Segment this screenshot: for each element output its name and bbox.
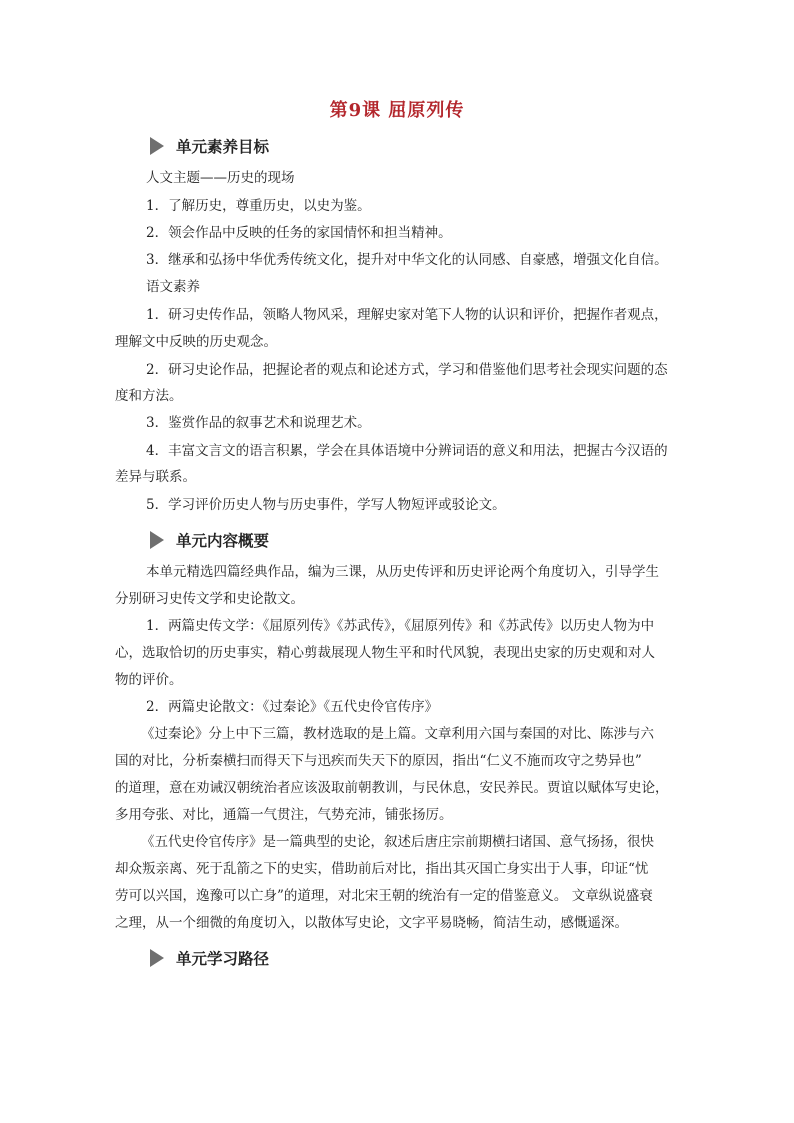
wudaishi-paragraph: 《五代史伶官传序》是一篇典型的史论，叙述后唐庄宗前期横扫诸国、意气扬扬，很快 bbox=[141, 834, 654, 850]
wudaishi-paragraph-cont: 却众叛亲离、死于乱箭之下的史实，借助前后对比，指出其灭国亡身实出于人事，印证“忧 bbox=[115, 861, 649, 877]
section-heading-overview-label: 单元内容概要 bbox=[176, 532, 270, 550]
wudaishi-paragraph-cont: 之理，从一个细微的角度切入，以散体写史论，文字平易晓畅，简洁生动，感慨遥深。 bbox=[115, 915, 628, 931]
triangle-right-icon bbox=[150, 137, 164, 155]
goal-item: 1．了解历史，尊重历史，以史为鉴。 bbox=[146, 198, 371, 214]
goal-item: 3．鉴赏作品的叙事艺术和说理艺术。 bbox=[146, 415, 371, 431]
overview-item: 1．两篇史传文学：《屈原列传》《苏武传》，《屈原列传》和《苏武传》以历史人物为中 bbox=[146, 618, 655, 634]
language-subheading: 语文素养 bbox=[146, 279, 200, 295]
overview-item-cont: 物的评价。 bbox=[115, 672, 183, 688]
overview-paragraph: 本单元精选四篇经典作品，编为三课，从历史传评和历史评论两个角度切入，引导学生 bbox=[146, 564, 659, 580]
guoqinlun-paragraph-cont: 国的对比，分析秦横扫而得天下与迅疾而失天下的原因，指出“仁义不施而攻守之势异也” bbox=[115, 753, 642, 769]
overview-paragraph-cont: 分别研习史传文学和史论散文。 bbox=[115, 591, 304, 607]
goal-item-cont: 理解文中反映的历史观念。 bbox=[115, 334, 277, 350]
triangle-right-icon bbox=[150, 949, 164, 967]
lesson-title: 第9课 屈原列传 bbox=[329, 100, 465, 121]
guoqinlun-paragraph-cont: 多用夸张、对比，通篇一气贯注，气势充沛，铺张扬厉。 bbox=[115, 807, 453, 823]
section-heading-path bbox=[150, 946, 269, 970]
goal-item: 2．研习史论作品，把握论者的观点和论述方式，学习和借鉴他们思考社会现实问题的态 bbox=[146, 362, 668, 378]
overview-item-cont: 心，选取恰切的历史事实，精心剪裁展现人物生平和时代风貌，表现出史家的历史观和对人 bbox=[115, 645, 655, 661]
guoqinlun-paragraph: 《过秦论》分上中下三篇，教材选取的是上篇。文章利用六国与秦国的对比、陈涉与六 bbox=[141, 726, 654, 742]
section-heading-overview bbox=[150, 528, 269, 552]
wudaishi-paragraph-cont: 劳可以兴国，逸豫可以亡身”的道理，对北宋王朝的统治有一定的借鉴意义。 文章纵说盛衰 bbox=[115, 888, 653, 904]
goal-item: 2．领会作品中反映的任务的家国情怀和担当精神。 bbox=[146, 225, 452, 241]
guoqinlun-paragraph-cont: 的道理，意在劝诫汉朝统治者应该汲取前朝教训，与民休息，安民养民。贾谊以赋体写史论， bbox=[115, 780, 669, 796]
goal-item-cont: 度和方法。 bbox=[115, 388, 183, 404]
triangle-right-icon bbox=[150, 531, 164, 549]
goal-item: 4．丰富文言文的语言积累，学会在具体语境中分辨词语的意义和用法，把握古今汉语的 bbox=[146, 443, 668, 459]
overview-item: 2．两篇史论散文：《过秦论》《五代史伶官传序》 bbox=[146, 699, 439, 715]
section-heading-path-label: 单元学习路径 bbox=[176, 950, 270, 968]
goal-item: 3．继承和弘扬中华优秀传统文化，提升对中华文化的认同感、自豪感，增强文化自信。 bbox=[146, 252, 668, 268]
humanities-subheading: 人文主题——历史的现场 bbox=[146, 170, 295, 186]
section-heading-goals bbox=[150, 134, 269, 158]
section-heading-goals-label: 单元素养目标 bbox=[176, 138, 270, 156]
goal-item: 5．学习评价历史人物与历史事件，学写人物短评或驳论文。 bbox=[146, 497, 506, 513]
goal-item-cont: 差异与联系。 bbox=[115, 469, 196, 485]
goal-item: 1．研习史传作品，领略人物风采，理解史家对笔下人物的认识和评价，把握作者观点， bbox=[146, 307, 668, 323]
